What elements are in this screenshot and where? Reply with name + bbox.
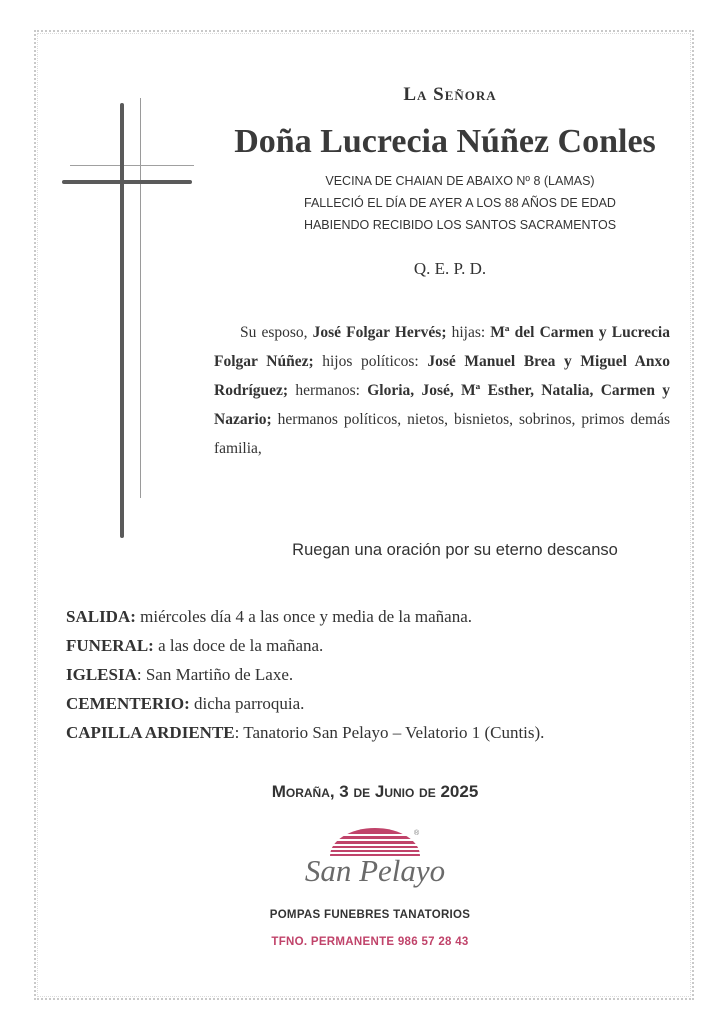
deceased-name: Doña Lucrecia Núñez Conles xyxy=(234,123,656,160)
detail-label: FUNERAL: xyxy=(66,636,154,655)
family-seg-4: hijos políticos: xyxy=(313,353,428,370)
detail-label: CAPILLA ARDIENTE xyxy=(66,723,235,742)
cross-shadow-horizontal xyxy=(70,165,194,166)
sacraments-line: HABIENDO RECIBIDO LOS SANTOS SACRAMENTOS xyxy=(303,218,617,232)
detail-funeral xyxy=(66,631,696,660)
cross-vertical-bar xyxy=(120,103,124,538)
family-seg-2: hijas: xyxy=(446,324,491,341)
family-seg-0: Su esposo, xyxy=(240,324,313,341)
detail-iglesia xyxy=(66,660,696,689)
family-seg-6: hermanos: xyxy=(288,382,368,399)
residence-line: VECINA DE CHAIAN DE ABAIXO Nº 8 (LAMAS) xyxy=(325,174,595,188)
title-honorific: La Señora xyxy=(403,84,497,105)
cross-horizontal-bar xyxy=(62,180,192,184)
phone-number: TFNO. PERMANENTE 986 57 28 43 xyxy=(271,936,469,948)
detail-value: a las doce de la mañana. xyxy=(153,636,324,655)
detail-value: : Tanatorio San Pelayo – Velatorio 1 (Cuntis). xyxy=(234,723,545,742)
detail-label: CEMENTERIO: xyxy=(66,694,190,713)
detail-cementerio xyxy=(66,689,696,718)
detail-value: miércoles día 4 a las once y media de la mañana. xyxy=(135,607,472,626)
death-line: FALLECIÓ EL DÍA DE AYER A LOS 88 AÑOS DE EDAD xyxy=(304,196,616,210)
detail-salida xyxy=(66,602,696,631)
detail-label: IGLESIA xyxy=(66,665,137,684)
detail-value: dicha parroquia. xyxy=(189,694,305,713)
cross-shadow-vertical xyxy=(140,98,141,498)
family-seg-5: José Manuel Brea y Miguel Anxo Rodríguez; xyxy=(214,353,670,399)
date-line: Moraña, 3 de Junio de 2025 xyxy=(271,782,479,801)
family-seg-3: Mª del Carmen y Lucrecia Folgar Núñez; xyxy=(214,324,670,370)
company-logo-text: San Pelayo xyxy=(304,853,446,888)
service-details xyxy=(66,602,696,747)
registered-mark: ® xyxy=(414,830,420,837)
family-seg-7: Gloria, José, Mª Esther, Natalia, Carmen y Nazario; xyxy=(214,382,670,428)
family-seg-1: José Folgar Hervés; xyxy=(312,324,447,341)
family-seg-8: hermanos políticos, nietos, bisnietos, sobrinos, primos demás familia, xyxy=(214,411,670,457)
detail-capilla xyxy=(66,718,696,747)
prayer-request: Ruegan una oración por su eterno descanso xyxy=(292,541,618,559)
qepd: Q. E. P. D. xyxy=(413,259,487,278)
detail-value: : San Martiño de Laxe. xyxy=(136,665,294,684)
detail-label: SALIDA: xyxy=(66,607,136,626)
company-subtitle: POMPAS FUNEBRES TANATORIOS xyxy=(269,909,471,921)
family-paragraph xyxy=(214,318,670,463)
